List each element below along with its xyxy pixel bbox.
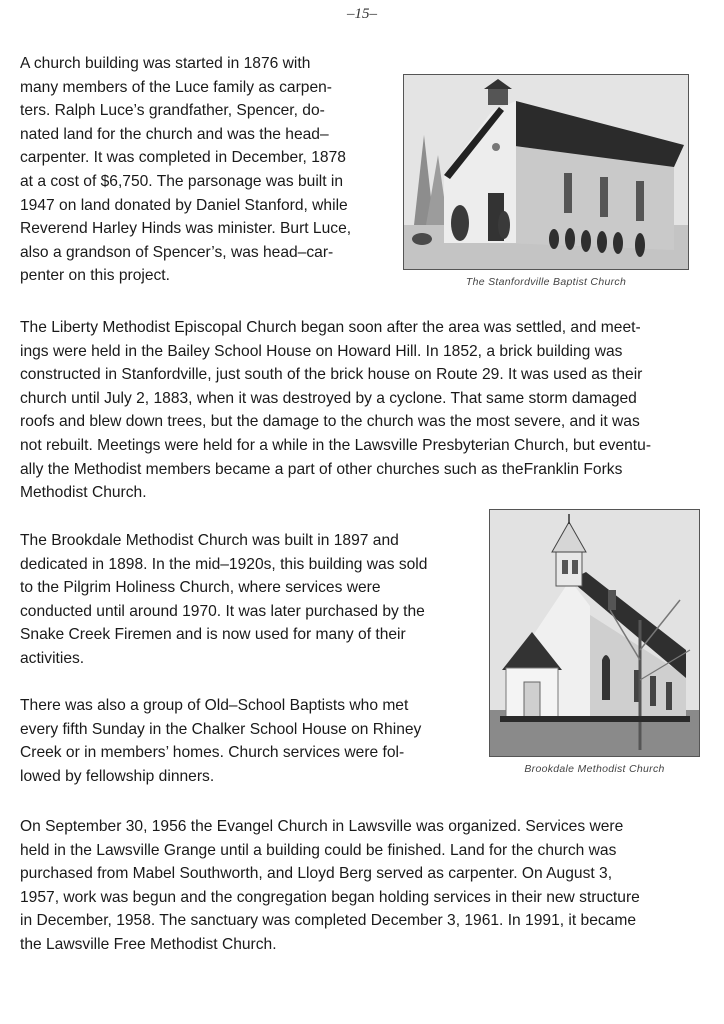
text-line: held in the Lawsville Grange until a building could be finished. Land for the church was <box>20 841 617 859</box>
paragraph-liberty-methodist <box>20 316 710 505</box>
text-line: also a grandson of Spencer’s, was head–car- <box>20 243 334 261</box>
text-line: 1957, work was begun and the congregation began holding services in their new structure <box>20 888 640 906</box>
text-line: to the Pilgrim Holiness Church, where services were <box>20 579 381 597</box>
page-number: –15– <box>347 6 377 22</box>
paragraph-old-school-baptists <box>20 694 485 788</box>
text-line: penter on this project. <box>20 267 170 285</box>
text-line: The Brookdale Methodist Church was built in 1897 and <box>20 532 399 549</box>
brookdale-caption: Brookdale Methodist Church <box>524 763 665 775</box>
text-line: at a cost of $6,750. The parsonage was built in <box>20 172 344 190</box>
text-line: church until July 2, 1883, when it was destroyed by a cyclone. That same storm damaged <box>20 389 637 407</box>
text-line: ally the Methodist members became a part of other churches such as theFranklin Forks <box>20 460 623 478</box>
text-line: nated land for the church and was the head– <box>20 125 329 143</box>
text-line: the Lawsville Free Methodist Church. <box>20 935 277 953</box>
text-line: roofs and blew down trees, but the damage to the church was the most severe, and it was <box>20 413 640 431</box>
text-line: On September 30, 1956 the Evangel Church in Lawsville was organized. Services were <box>20 818 624 835</box>
text-line: ings were held in the Bailey School House on Howard Hill. In 1852, a brick building was <box>20 342 623 360</box>
text-line: Reverend Harley Hinds was minister. Burt Luce, <box>20 220 352 238</box>
text-line: ters. Ralph Luce’s grandfather, Spencer, do- <box>20 102 325 120</box>
text-line: 1947 on land donated by Daniel Stanford, while <box>20 196 348 214</box>
text-line: Creek or in members’ homes. Church services were fol- <box>20 744 405 762</box>
text-line: in December, 1958. The sanctuary was completed December 3, 1961. In 1991, it became <box>20 912 637 930</box>
text-line: carpenter. It was completed in December, 1878 <box>20 149 346 167</box>
text-line: constructed in Stanfordville, just south of the brick house on Route 29. It was used as their <box>20 366 643 384</box>
brookdale-church-photo <box>489 509 700 757</box>
text-line: dedicated in 1898. In the mid–1920s, this building was sold <box>20 555 428 573</box>
text-line: conducted until around 1970. It was later purchased by the <box>20 602 425 620</box>
paragraph-evangel-church <box>20 815 710 957</box>
text-line: Snake Creek Firemen and is now used for many of their <box>20 626 406 644</box>
figure-brookdale-church <box>489 509 700 775</box>
paragraph-brookdale-methodist <box>20 529 485 671</box>
text-line: purchased from Mabel Southworth, and Lloyd Berg served as carpenter. On August 3, <box>20 865 613 883</box>
text-line: The Liberty Methodist Episcopal Church began soon after the area was settled, and meet- <box>20 319 641 336</box>
stanfordville-caption: The Stanfordville Baptist Church <box>465 276 627 288</box>
text-line: There was also a group of Old–School Baptists who met <box>20 697 409 714</box>
text-line: A church building was started in 1876 with <box>20 55 311 72</box>
figure-stanfordville-church <box>403 74 689 288</box>
text-line: many members of the Luce family as carpen- <box>20 78 333 96</box>
text-line: not rebuilt. Meetings were held for a while in the Lawsville Presbyterian Church, but eventu- <box>20 436 652 454</box>
text-line: Methodist Church. <box>20 484 147 502</box>
text-line: every fifth Sunday in the Chalker School House on Rhiney <box>20 720 422 738</box>
paragraph-luce-church <box>20 52 400 288</box>
text-line: lowed by fellowship dinners. <box>20 767 215 785</box>
text-line: activities. <box>20 649 85 667</box>
stanfordville-church-photo <box>403 74 689 270</box>
